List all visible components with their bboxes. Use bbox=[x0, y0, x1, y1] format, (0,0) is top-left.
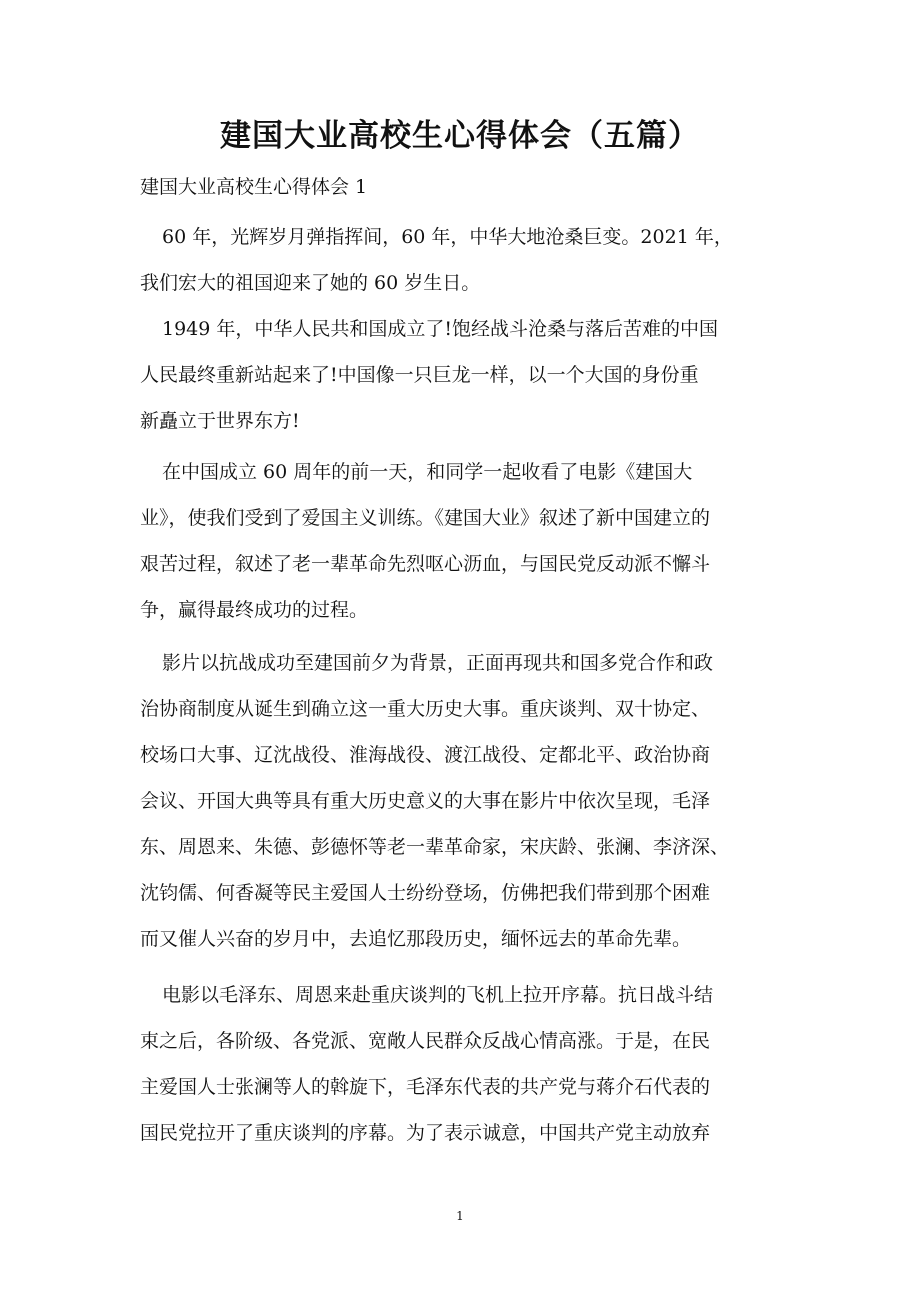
paragraph-line: 校场口大事、辽沈战役、淮海战役、渡江战役、定都北平、政治协商 bbox=[140, 744, 711, 766]
paragraph-line: 我们宏大的祖国迎来了她的 60 岁生日。 bbox=[140, 272, 481, 294]
paragraph-line: 会议、开国大典等具有重大历史意义的大事在影片中依次呈现，毛泽 bbox=[140, 790, 711, 812]
paragraph-5 bbox=[140, 972, 790, 1156]
paragraph-line: 治协商制度从诞生到确立这一重大历史大事。重庆谈判、双十协定、 bbox=[140, 698, 711, 720]
paragraph-line: 国民党拉开了重庆谈判的序幕。为了表示诚意，中国共产党主动放弃 bbox=[140, 1122, 711, 1144]
paragraph-line: 电影以毛泽东、周恩来赴重庆谈判的飞机上拉开序幕。抗日战斗结 bbox=[162, 984, 714, 1006]
page-number: 1 bbox=[456, 1209, 464, 1223]
paragraph-line: 东、周恩来、朱德、彭德怀等老一辈革命家，宋庆龄、张澜、李济深、 bbox=[140, 836, 730, 858]
paragraph-line: 60 年，光辉岁月弹指挥间，60 年，中华大地沧桑巨变。2021 年， bbox=[162, 226, 733, 248]
paragraph-line: 争，赢得最终成功的过程。 bbox=[140, 599, 369, 621]
paragraph-line: 在中国成立 60 周年的前一天，和同学一起收看了电影《建国大 bbox=[162, 461, 693, 483]
paragraph-2 bbox=[140, 306, 790, 444]
paragraph-line: 艰苦过程，叙述了老一辈革命先烈呕心沥血，与国民党反动派不懈斗 bbox=[140, 553, 711, 575]
paragraph-line: 而又催人兴奋的岁月中，去追忆那段历史，缅怀远去的革命先辈。 bbox=[140, 928, 692, 950]
document-title: 建国大业高校生心得体会（五篇） bbox=[220, 118, 700, 154]
paragraph-3 bbox=[140, 449, 790, 633]
paragraph-4 bbox=[140, 640, 790, 962]
paragraph-line: 1949 年，中华人民共和国成立了!饱经战斗沧桑与落后苦难的中国 bbox=[162, 318, 719, 340]
paragraph-1 bbox=[140, 214, 790, 306]
paragraph-line: 束之后，各阶级、各党派、宽敞人民群众反战心情高涨。于是，在民 bbox=[140, 1030, 711, 1052]
paragraph-line: 沈钧儒、何香凝等民主爱国人士纷纷登场，仿佛把我们带到那个困难 bbox=[140, 882, 711, 904]
paragraph-line: 主爱国人士张澜等人的斡旋下，毛泽东代表的共产党与蒋介石代表的 bbox=[140, 1076, 711, 1098]
paragraph-line: 业》，使我们受到了爱国主义训练。《建国大业》叙述了新中国建立的 bbox=[140, 507, 711, 529]
paragraph-line: 影片以抗战成功至建国前夕为背景，正面再现共和国多党合作和政 bbox=[162, 652, 714, 674]
paragraph-line: 人民最终重新站起来了!中国像一只巨龙一样，以一个大国的身份重 bbox=[140, 364, 699, 386]
paragraph-line: 新矗立于世界东方! bbox=[140, 410, 300, 432]
section-heading: 建国大业高校生心得体会 1 bbox=[140, 176, 368, 198]
